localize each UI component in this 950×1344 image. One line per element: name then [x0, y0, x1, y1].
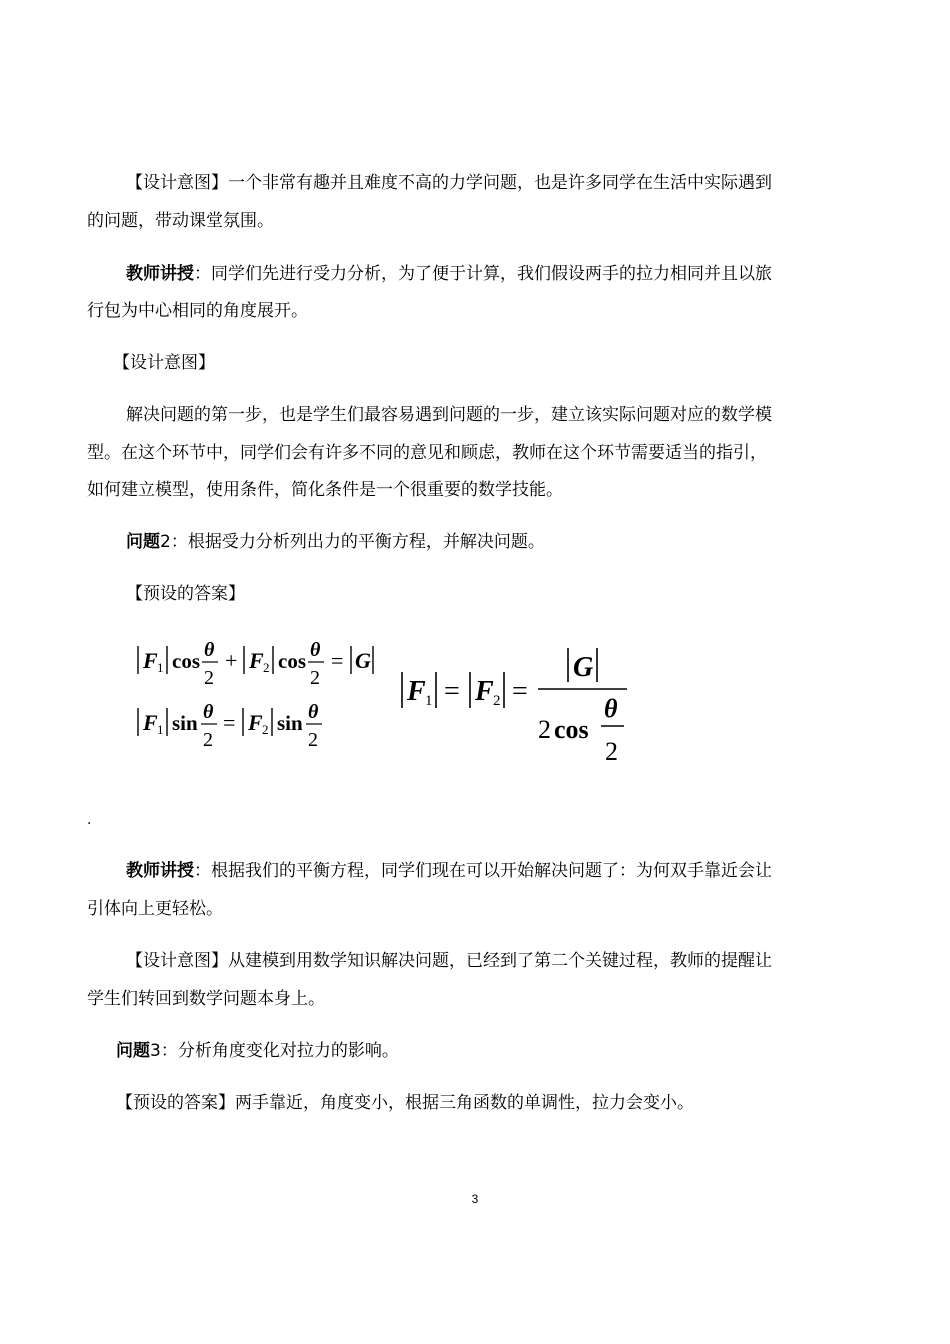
svg-text:G: G: [573, 652, 594, 683]
svg-text:2: 2: [263, 660, 270, 675]
svg-text:1: 1: [425, 693, 433, 709]
design-intent-2-line-1: 【设计意图】从建模到用数学知识解决问题，已经到了第二个关键过程，教师的提醒让: [126, 951, 772, 971]
svg-text:F: F: [143, 710, 158, 735]
teacher-lecture-line-1: [126, 262, 772, 286]
svg-text:cos: cos: [554, 715, 589, 744]
svg-text:2: 2: [204, 667, 214, 689]
svg-text:F: F: [143, 648, 158, 673]
teacher-lecture-2-label: 教师讲授: [126, 861, 194, 881]
svg-text:=: =: [512, 676, 528, 707]
svg-text:θ: θ: [203, 701, 214, 723]
question-label: 问题: [126, 532, 160, 552]
svg-text:θ: θ: [310, 639, 321, 661]
svg-text:=: =: [444, 676, 460, 707]
svg-text:2: 2: [605, 737, 618, 766]
formula-svg: [130, 626, 640, 771]
design-intent-heading: 【设计意图】: [113, 353, 215, 373]
svg-text:2: 2: [538, 715, 551, 744]
svg-text:G: G: [355, 648, 371, 673]
svg-text:F: F: [249, 648, 264, 673]
svg-text:2: 2: [203, 729, 213, 751]
equation-2: [138, 701, 322, 751]
page-number: 3: [471, 1192, 479, 1206]
svg-text:2: 2: [493, 693, 501, 709]
design-intent-line-1: 【设计意图】一个非常有趣并且难度不高的力学问题，也是许多同学在生活中实际遇到: [126, 173, 772, 193]
svg-text:F: F: [407, 676, 426, 707]
body-line-3: 如何建立模型，使用条件，简化条件是一个很重要的数学技能。: [87, 480, 563, 500]
preset-answer-2: 【预设的答案】两手靠近，角度变小，根据三角函数的单调性，拉力会变小。: [116, 1093, 694, 1113]
svg-text:θ: θ: [604, 694, 618, 723]
question-number: 2: [160, 532, 171, 552]
design-intent-line-2: 的问题，带动课堂氛围。: [87, 211, 274, 231]
question-text: ：根据受力分析列出力的平衡方程，并解决问题。: [170, 532, 545, 552]
svg-text:cos: cos: [172, 649, 200, 673]
teacher-lecture-2-line-2: 引体向上更轻松。: [87, 899, 223, 919]
svg-text:+: +: [225, 648, 238, 673]
svg-text:sin: sin: [277, 711, 303, 735]
svg-text:=: =: [223, 710, 236, 735]
svg-text:θ: θ: [204, 639, 215, 661]
svg-text:sin: sin: [172, 711, 198, 735]
question-3-text: ：分析角度变化对拉力的影响。: [160, 1041, 399, 1061]
svg-text:cos: cos: [278, 649, 306, 673]
body-line-1: 解决问题的第一步，也是学生们最容易遇到问题的一步，建立该实际问题对应的数学模: [126, 405, 772, 425]
svg-text:F: F: [248, 710, 263, 735]
svg-text:2: 2: [310, 667, 320, 689]
teacher-lecture-text: ：同学们先进行受力分析，为了便于计算，我们假设两手的拉力相同并且以旅: [194, 264, 772, 284]
svg-text:2: 2: [262, 722, 269, 737]
svg-text:=: =: [331, 648, 344, 673]
design-intent-2-line-2: 学生们转回到数学问题本身上。: [87, 989, 325, 1009]
svg-text:θ: θ: [308, 701, 319, 723]
svg-text:F: F: [475, 676, 494, 707]
balance-equations-formula: [130, 626, 640, 771]
equation-1: [138, 639, 373, 689]
teacher-lecture-2-text: ：根据我们的平衡方程，同学们现在可以开始解决问题了：为何双手靠近会让: [194, 861, 772, 881]
body-line-2: 型。在这个环节中，同学们会有许多不同的意见和顾虑，教师在这个环节需要适当的指引，: [87, 443, 767, 463]
preset-answer-heading: 【预设的答案】: [126, 584, 245, 604]
svg-text:1: 1: [157, 660, 164, 675]
stray-dot: .: [87, 812, 92, 828]
question-2: [126, 530, 545, 554]
question-3-label: 问题: [116, 1041, 150, 1061]
svg-text:2: 2: [308, 729, 318, 751]
question-3-number: 3: [150, 1041, 161, 1061]
teacher-lecture-2-line-1: [126, 859, 772, 883]
question-3: [116, 1039, 399, 1063]
equation-3: [402, 648, 627, 766]
teacher-lecture-line-2: 行包为中心相同的角度展开。: [87, 301, 308, 321]
teacher-lecture-label: 教师讲授: [126, 264, 194, 284]
svg-text:1: 1: [157, 722, 164, 737]
